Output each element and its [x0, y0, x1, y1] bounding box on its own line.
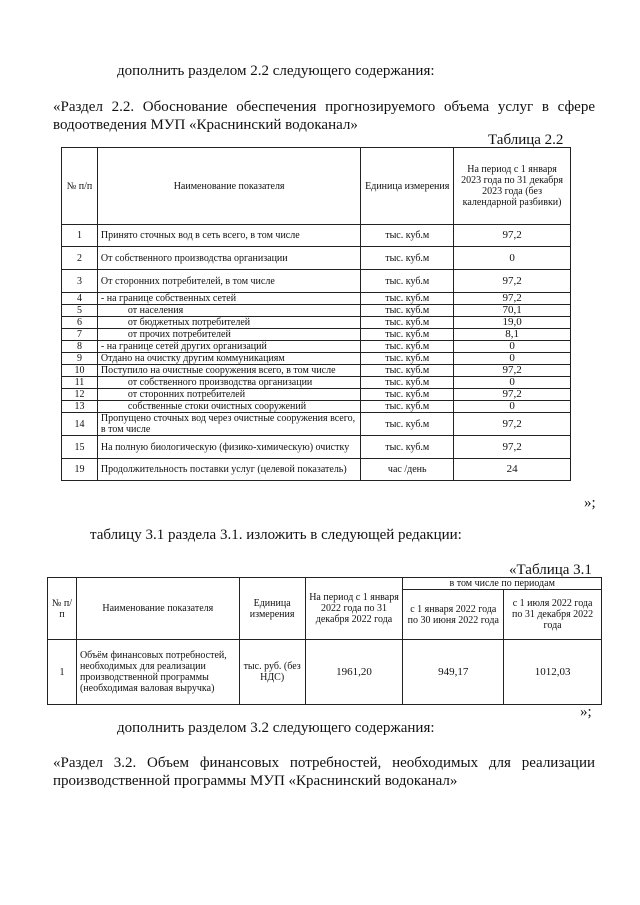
table-row	[62, 353, 571, 365]
header-unit: Единица измерения	[361, 148, 454, 225]
section-3-2-title-line1: «Раздел 3.2. Объем финансовых потребностей, необходимых для реализации	[53, 755, 595, 771]
row-value: 19,0	[454, 317, 571, 329]
row-unit: тыс. куб.м	[361, 293, 454, 305]
row-unit: тыс. куб.м	[361, 413, 454, 436]
row-value: 97,2	[454, 389, 571, 401]
intro-paragraph-3-2: дополнить разделом 3.2 следующего содержания:	[117, 720, 435, 736]
row-unit: тыс. куб.м	[361, 365, 454, 377]
row-name: Объём финансовых потребностей, необходимых для реализации производственной программы (необходимая валовая выручка)	[76, 640, 239, 705]
row-unit: тыс. куб.м	[361, 317, 454, 329]
table-2-2-caption: Таблица 2.2	[488, 132, 564, 148]
row-name: от собственного производства организации	[97, 377, 360, 389]
row-num: 12	[62, 389, 98, 401]
row-num: 13	[62, 401, 98, 413]
table-row	[48, 640, 602, 705]
row-unit: тыс. куб.м	[361, 270, 454, 293]
table-row	[62, 293, 571, 305]
row-unit: тыс. куб.м	[361, 247, 454, 270]
table-3-1	[47, 577, 602, 705]
row-num: 11	[62, 377, 98, 389]
row-name: Пропущено сточных вод через очистные сооружения всего, в том числе	[97, 413, 360, 436]
table-row	[62, 317, 571, 329]
table-row	[62, 389, 571, 401]
table-3-1-header-row1	[48, 578, 602, 590]
row-value: 8,1	[454, 329, 571, 341]
table-row	[62, 341, 571, 353]
row-num: 5	[62, 305, 98, 317]
table-row	[62, 270, 571, 293]
section-2-2-title-line1: «Раздел 2.2. Обоснование обеспечения прогнозируемого объема услуг в сфере	[53, 99, 595, 115]
row-unit: тыс. куб.м	[361, 436, 454, 459]
table-2-2	[61, 147, 571, 481]
row-num: 6	[62, 317, 98, 329]
row-name: от населения	[97, 305, 360, 317]
row-num: 10	[62, 365, 98, 377]
row-num: 3	[62, 270, 98, 293]
section-3-2-title-line2: производственной программы МУП «Краснинский водоканал»	[53, 773, 458, 789]
table-2-2-header-row	[62, 148, 571, 225]
table-row	[62, 377, 571, 389]
row-value: 97,2	[454, 293, 571, 305]
table-row	[62, 413, 571, 436]
row-period-2: 1012,03	[504, 640, 602, 705]
table-row	[62, 247, 571, 270]
row-value: 70,1	[454, 305, 571, 317]
table-2-2-end-mark: »;	[584, 495, 596, 511]
header-period: На период с 1 января 2022 года по 31 декабря 2022 года	[305, 578, 403, 640]
section-2-2-title-line2: водоотведения МУП «Краснинский водоканал»	[53, 117, 358, 133]
row-value: 0	[454, 401, 571, 413]
row-value: 97,2	[454, 413, 571, 436]
table-row	[62, 459, 571, 481]
row-unit: тыс. куб.м	[361, 225, 454, 247]
row-unit: тыс. куб.м	[361, 389, 454, 401]
row-unit: тыс. куб.м	[361, 353, 454, 365]
header-period-1: с 1 января 2022 года по 30 июня 2022 года	[403, 590, 504, 640]
row-name: На полную биологическую (физико-химическую) очистку	[97, 436, 360, 459]
header-num: № п/п	[62, 148, 98, 225]
header-name: Наименование показателя	[76, 578, 239, 640]
row-unit: тыс. куб.м	[361, 305, 454, 317]
row-unit: час /день	[361, 459, 454, 481]
row-value: 0	[454, 353, 571, 365]
row-value: 0	[454, 377, 571, 389]
row-num: 1	[62, 225, 98, 247]
row-value: 97,2	[454, 225, 571, 247]
row-name: От собственного производства организации	[97, 247, 360, 270]
row-name: от сторонних потребителей	[97, 389, 360, 401]
row-unit: тыс. куб.м	[361, 401, 454, 413]
row-unit: тыс. куб.м	[361, 329, 454, 341]
row-num: 19	[62, 459, 98, 481]
row-total: 1961,20	[305, 640, 403, 705]
row-value: 97,2	[454, 436, 571, 459]
table-row	[62, 225, 571, 247]
table-row	[62, 436, 571, 459]
intro-paragraph-table-3-1: таблицу 3.1 раздела 3.1. изложить в следующей редакции:	[90, 527, 462, 543]
row-value: 97,2	[454, 365, 571, 377]
header-period: На период с 1 января 2023 года по 31 декабря 2023 года (без календарной разбивки)	[454, 148, 571, 225]
table-3-1-caption: «Таблица 3.1	[509, 562, 592, 578]
row-num: 15	[62, 436, 98, 459]
row-name: - на границе сетей других организаций	[97, 341, 360, 353]
row-num: 9	[62, 353, 98, 365]
header-unit: Единица измерения	[239, 578, 305, 640]
table-row	[62, 305, 571, 317]
row-num: 8	[62, 341, 98, 353]
row-num: 7	[62, 329, 98, 341]
intro-paragraph-2-2: дополнить разделом 2.2 следующего содержания:	[117, 63, 435, 79]
row-name: Принято сточных вод в сеть всего, в том числе	[97, 225, 360, 247]
header-num: № п/п	[48, 578, 77, 640]
header-name: Наименование показателя	[97, 148, 360, 225]
row-name: Поступило на очистные сооружения всего, в том числе	[97, 365, 360, 377]
row-num: 4	[62, 293, 98, 305]
row-num: 1	[48, 640, 77, 705]
row-name: - на границе собственных сетей	[97, 293, 360, 305]
row-value: 24	[454, 459, 571, 481]
row-name: Продолжительность поставки услуг (целевой показатель)	[97, 459, 360, 481]
row-name: Отдано на очистку другим коммуникациям	[97, 353, 360, 365]
table-row	[62, 401, 571, 413]
row-period-1: 949,17	[403, 640, 504, 705]
row-name: собственные стоки очистных сооружений	[97, 401, 360, 413]
row-value: 0	[454, 341, 571, 353]
table-3-1-end-mark: »;	[580, 704, 592, 720]
row-unit: тыс. руб. (без НДС)	[239, 640, 305, 705]
row-unit: тыс. куб.м	[361, 377, 454, 389]
row-name: от бюджетных потребителей	[97, 317, 360, 329]
table-row	[62, 365, 571, 377]
row-value: 0	[454, 247, 571, 270]
table-2-2-body	[62, 225, 571, 481]
table-row	[62, 329, 571, 341]
row-name: от прочих потребителей	[97, 329, 360, 341]
row-value: 97,2	[454, 270, 571, 293]
row-num: 2	[62, 247, 98, 270]
row-unit: тыс. куб.м	[361, 341, 454, 353]
header-group: в том числе по периодам	[403, 578, 602, 590]
row-num: 14	[62, 413, 98, 436]
row-name: От сторонних потребителей, в том числе	[97, 270, 360, 293]
header-period-2: с 1 июля 2022 года по 31 декабря 2022 года	[504, 590, 602, 640]
